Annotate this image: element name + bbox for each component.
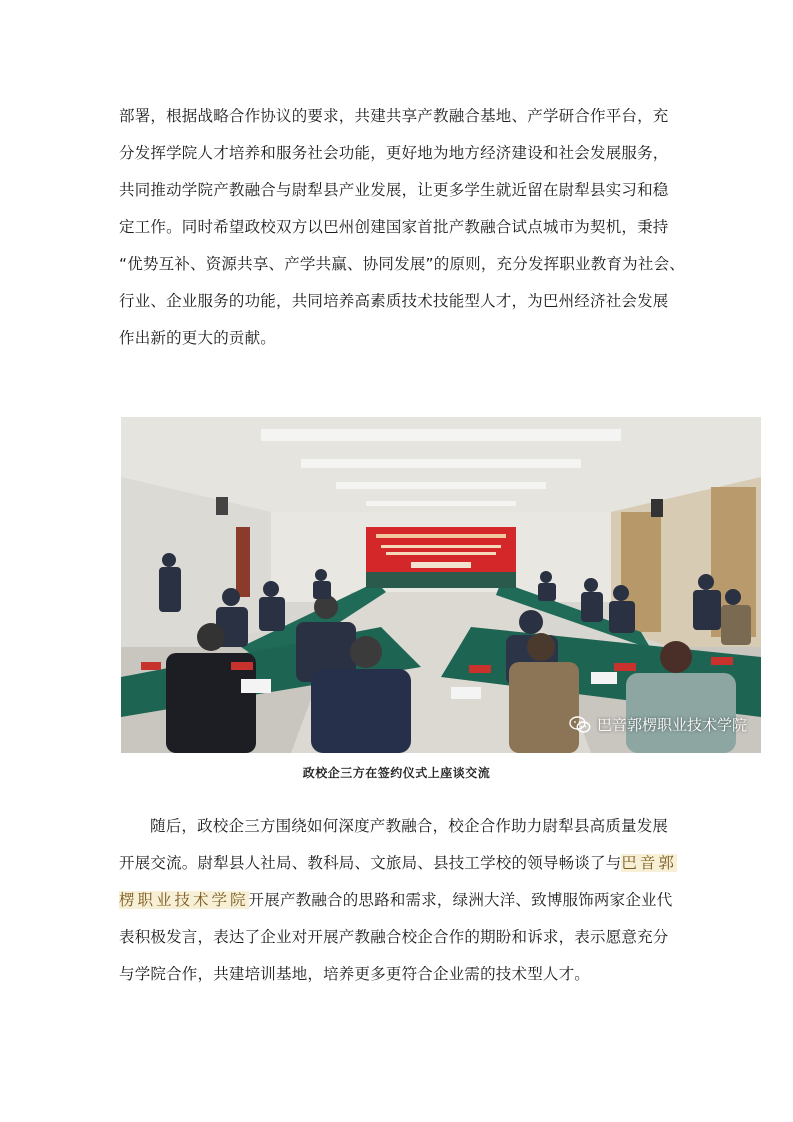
paragraph-text: 开展交流。尉犁县人社局、教科局、文旅局、县技工学校的领导畅谈了与 (119, 854, 622, 872)
wechat-icon (569, 716, 591, 734)
photo-watermark (569, 714, 747, 735)
paragraph-line: 随后，政校企三方围绕如何深度产教融合，校企合作助力尉犁县高质量发展 (150, 817, 669, 835)
paragraph-line: “优势互补、资源共享、产学共赢、协同发展”的原则，充分发挥职业教育为社会、 (119, 255, 685, 273)
paragraph-line: 分发挥学院人才培养和服务社会功能，更好地为地方经济建设和社会发展服务， (119, 144, 669, 162)
paragraph-line (119, 845, 679, 882)
photo-caption: 政校企三方在签约仪式上座谈交流 (302, 766, 491, 780)
paragraph-line: 部署，根据战略合作协议的要求，共建共享产教融合基地、产学研合作平台，充 (119, 107, 669, 125)
paragraph-line: 与学院合作，共建培训基地，培养更多更符合企业需的技术型人才。 (119, 965, 591, 983)
highlighted-college-name: 楞职业技术学院 (119, 891, 249, 909)
paragraph-line (119, 882, 679, 919)
paragraph-line: 共同推动学院产教融合与尉犁县产业发展，让更多学生就近留在尉犁县实习和稳 (119, 181, 669, 199)
meeting-room-illustration (121, 417, 761, 753)
paragraph-text: 开展产教融合的思路和需求，绿洲大洋、致博服饰两家企业代 (248, 891, 673, 909)
paragraph-line: 作出新的更大的贡献。 (119, 329, 277, 347)
paragraph-line: 表积极发言，表达了企业对开展产教融合校企合作的期盼和诉求，表示愿意充分 (119, 928, 669, 946)
paragraph-line: 行业、企业服务的功能，共同培养高素质技术技能型人才，为巴州经济社会发展 (119, 292, 669, 310)
meeting-photo (121, 417, 761, 753)
paragraph-intro (119, 98, 685, 357)
paragraph-line: 定工作。同时希望政校双方以巴州创建国家首批产教融合试点城市为契机，秉持 (119, 218, 669, 236)
watermark-text: 巴音郭楞职业技术学院 (596, 716, 747, 734)
paragraph-exchange (119, 808, 679, 993)
highlighted-college-name: 巴音郭 (621, 854, 677, 872)
